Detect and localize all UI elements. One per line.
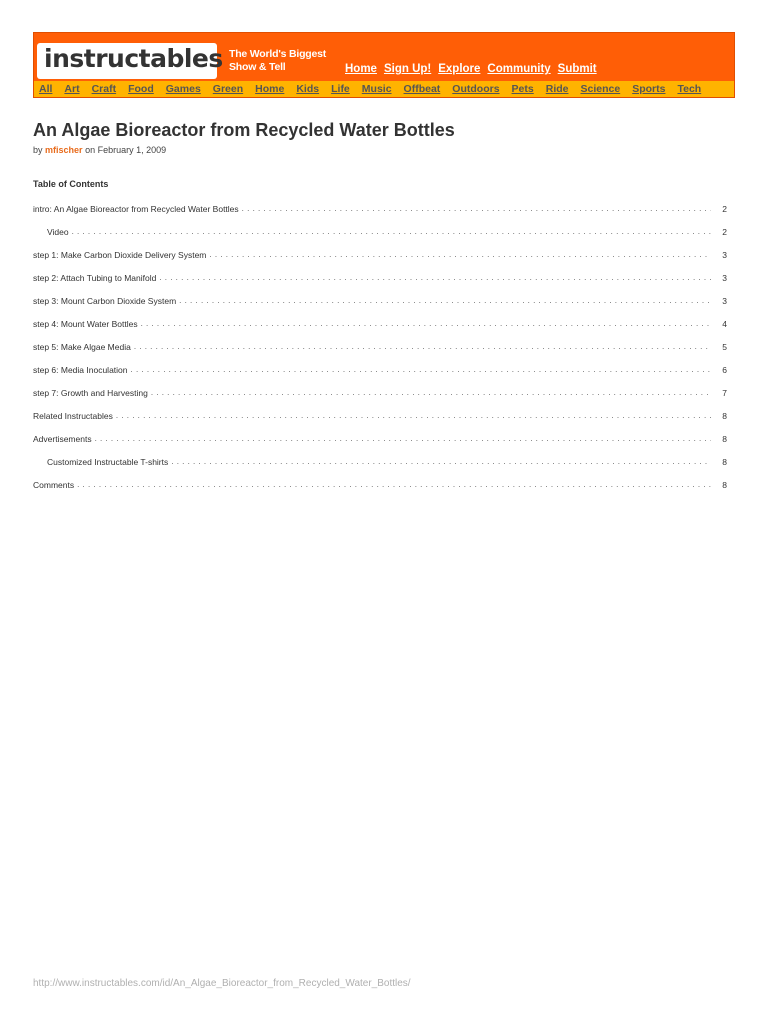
toc-entry[interactable] [33,273,727,296]
toc-entry[interactable] [33,457,727,480]
toc-entry[interactable] [33,388,727,411]
category-science[interactable]: Science [580,83,621,95]
table-of-contents [33,204,727,503]
toc-entry-label: step 3: Mount Carbon Dioxide System [33,296,177,306]
byline [33,145,166,155]
toc-entry-label: step 5: Make Algae Media [33,342,131,352]
category-home[interactable]: Home [255,83,285,95]
toc-entry[interactable] [33,342,727,365]
toc-entry-page: 2 [722,204,727,214]
category-green[interactable]: Green [212,83,244,95]
logo-text: instructables [44,44,223,73]
toc-dot-leader [77,480,711,491]
page-title: An Algae Bioreactor from Recycled Water Bottles [33,120,455,140]
category-offbeat[interactable]: Offbeat [403,83,441,95]
category-sports[interactable]: Sports [632,83,666,95]
toc-dot-leader [134,342,711,353]
toc-entry-page: 3 [722,273,727,283]
category-tech[interactable]: Tech [677,83,702,95]
category-food[interactable]: Food [128,83,154,95]
toc-entry[interactable] [33,204,727,227]
toc-entry[interactable] [33,411,727,434]
toc-dot-leader [72,227,711,238]
toc-entry-label: Advertisements [33,434,92,444]
footer-url[interactable]: http://www.instructables.com/id/An_Algae_Bioreactor_from_Recycled_Water_Bottles/ [33,978,411,989]
toc-dot-leader [171,457,711,468]
nav-submit[interactable]: Submit [557,63,597,75]
category-craft[interactable]: Craft [91,83,117,95]
toc-dot-leader [159,273,711,284]
toc-entry-label: Related Instructables [33,411,113,421]
byline-by: by [33,145,43,155]
nav-explore[interactable]: Explore [438,63,481,75]
category-all[interactable]: All [39,83,53,95]
toc-entry-page: 7 [722,388,727,398]
author-link[interactable]: mfischer [45,145,83,155]
toc-entry-label: intro: An Algae Bioreactor from Recycled Water Bottles [33,204,239,214]
toc-dot-leader [209,250,711,261]
toc-entry-label: Customized Instructable T-shirts [47,457,169,467]
toc-entry-label: step 1: Make Carbon Dioxide Delivery System [33,250,207,260]
toc-entry-label: step 7: Growth and Harvesting [33,388,148,398]
category-music[interactable]: Music [361,83,392,95]
category-kids[interactable]: Kids [296,83,320,95]
toc-entry-page: 3 [722,296,727,306]
site-banner [33,32,735,98]
toc-entry[interactable] [33,480,727,503]
toc-entry-page: 4 [722,319,727,329]
toc-entry-label: Video [47,227,69,237]
toc-entry[interactable] [33,319,727,342]
toc-heading: Table of Contents [33,179,109,189]
toc-dot-leader [95,434,711,445]
toc-entry[interactable] [33,227,727,250]
toc-entry-page: 8 [722,480,727,490]
tagline [229,48,326,74]
toc-entry-page: 6 [722,365,727,375]
toc-dot-leader [116,411,711,422]
toc-entry-label: Comments [33,480,75,490]
toc-entry[interactable] [33,296,727,319]
toc-dot-leader [151,388,711,399]
toc-entry-page: 8 [722,411,727,421]
toc-dot-leader [131,365,711,376]
toc-dot-leader [141,319,711,330]
publish-date: on February 1, 2009 [85,145,167,155]
toc-entry[interactable] [33,434,727,457]
category-games[interactable]: Games [165,83,201,95]
toc-entry-page: 5 [722,342,727,352]
nav-home[interactable]: Home [345,63,377,75]
toc-entry-page: 8 [722,457,727,467]
tagline-line-2: Show & Tell [229,61,286,73]
category-life[interactable]: Life [331,83,350,95]
toc-dot-leader [179,296,711,307]
toc-entry[interactable] [33,365,727,388]
toc-entry[interactable] [33,250,727,273]
category-art[interactable]: Art [64,83,80,95]
category-outdoors[interactable]: Outdoors [452,83,500,95]
category-bar [34,81,734,97]
toc-entry-page: 3 [722,250,727,260]
toc-entry-label: step 2: Attach Tubing to Manifold [33,273,157,283]
category-ride[interactable]: Ride [545,83,569,95]
toc-dot-leader [242,204,711,215]
toc-entry-label: step 4: Mount Water Bottles [33,319,138,329]
toc-entry-label: step 6: Media Inoculation [33,365,128,375]
tagline-line-1: The World's Biggest [229,48,327,60]
nav-community[interactable]: Community [487,63,551,75]
toc-entry-page: 8 [722,434,727,444]
site-logo[interactable] [37,43,223,79]
top-nav [345,63,597,75]
category-pets[interactable]: Pets [511,83,534,95]
toc-entry-page: 2 [722,227,727,237]
nav-sign-up[interactable]: Sign Up! [383,63,432,75]
